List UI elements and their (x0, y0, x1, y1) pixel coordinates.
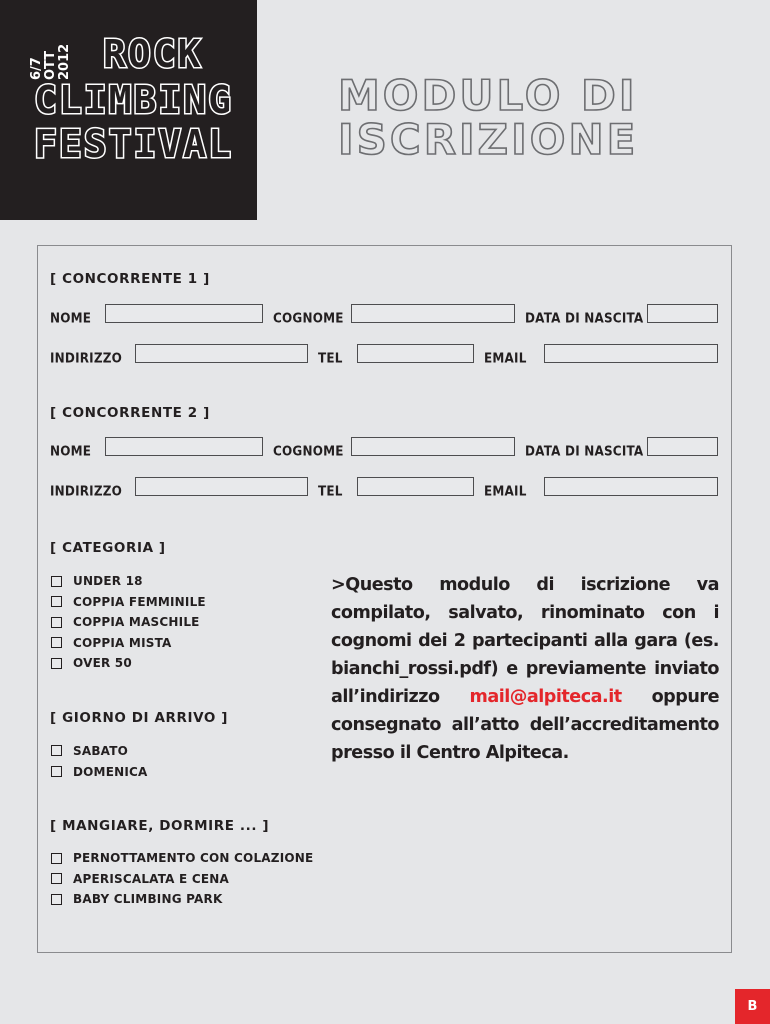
competitor-1-cognome-field[interactable] (351, 304, 515, 323)
competitor-2-tel-label: TEL (318, 483, 343, 499)
checkbox[interactable] (51, 658, 62, 669)
checkbox[interactable] (51, 617, 62, 628)
competitor-2-indirizzo-label: INDIRIZZO (50, 483, 123, 499)
categoria-option-label: OVER 50 (73, 656, 132, 671)
competitor-1-birthdate-field[interactable] (647, 304, 718, 323)
competitor-1-nome-field[interactable] (105, 304, 263, 323)
giorno-option-sabato[interactable] (51, 740, 148, 761)
checkbox[interactable] (51, 853, 62, 864)
categoria-option-over50[interactable] (51, 653, 206, 674)
competitor-2-nome-field[interactable] (105, 437, 263, 456)
instructions-text-start: >Questo modulo di iscrizione va compilato, salvato, rinominato con i cognomi dei 2 partecipanti alla gara (es. bianchi_rossi.pdf) e previamente inviato all’indirizzo (331, 575, 719, 707)
instructions-paragraph (331, 571, 719, 767)
checkbox[interactable] (51, 745, 62, 756)
competitor-1-tel-label: TEL (318, 350, 343, 366)
categoria-option-coppia-mista[interactable] (51, 633, 206, 654)
categoria-option-label: COPPIA MASCHILE (73, 615, 200, 630)
giorno-option-label: SABATO (73, 743, 129, 758)
categoria-option-label: COPPIA MISTA (73, 635, 172, 650)
contact-email-link[interactable]: mail@alpiteca.it (469, 687, 622, 707)
logo-date-month: OTT (43, 50, 58, 80)
competitor-1-email-field[interactable] (544, 344, 718, 363)
extra-options (51, 848, 313, 910)
giorno-option-label: DOMENICA (73, 764, 148, 779)
logo-word-climbing: CLIMBING (34, 78, 234, 122)
checkbox[interactable] (51, 637, 62, 648)
competitor-1-heading: [ CONCORRENTE 1 ] (50, 271, 210, 287)
extra-option-label: PERNOTTAMENTO CON COLAZIONE (73, 851, 314, 866)
logo-word-rock: ROCK (103, 32, 203, 76)
categoria-option-coppia-maschile[interactable] (51, 612, 206, 633)
checkbox[interactable] (51, 576, 62, 587)
competitor-2-email-label: EMAIL (484, 483, 527, 499)
categoria-heading: [ CATEGORIA ] (50, 540, 166, 556)
extra-option-aperiscalata[interactable] (51, 869, 313, 890)
page-title-line-2: ISCRIZIONE (338, 115, 639, 164)
giorno-options (51, 740, 148, 782)
competitor-2-indirizzo-field[interactable] (135, 477, 308, 496)
competitor-1-birthdate-label: DATA DI NASCITA (525, 310, 644, 326)
categoria-option-label: COPPIA FEMMINILE (73, 594, 206, 609)
competitor-1-tel-field[interactable] (357, 344, 474, 363)
categoria-option-coppia-femminile[interactable] (51, 592, 206, 613)
extra-option-pernottamento[interactable] (51, 848, 313, 869)
competitor-2-cognome-label: COGNOME (273, 443, 344, 459)
extra-heading: [ MANGIARE, DORMIRE ... ] (50, 818, 270, 834)
extra-option-baby-climbing[interactable] (51, 889, 313, 910)
page-badge: B (735, 989, 770, 1024)
logo-word-festival: FESTIVAL (34, 122, 234, 166)
logo-date-days: 6/7 (29, 57, 44, 80)
categoria-option-label: UNDER 18 (73, 574, 143, 589)
logo-dates (30, 40, 102, 78)
giorno-option-domenica[interactable] (51, 761, 148, 782)
categoria-option-under18[interactable] (51, 571, 206, 592)
categoria-options (51, 571, 206, 674)
instructions-text-end: oppure consegnato all’atto dell’accreditamento presso il Centro Alpiteca. (331, 687, 719, 763)
giorno-heading: [ GIORNO DI ARRIVO ] (50, 710, 229, 726)
competitor-2-nome-label: NOME (50, 443, 92, 459)
extra-option-label: BABY CLIMBING PARK (73, 892, 223, 907)
competitor-2-birthdate-label: DATA DI NASCITA (525, 443, 644, 459)
page-title-line-1: MODULO DI (338, 71, 638, 120)
festival-logo (0, 0, 257, 220)
competitor-2-cognome-field[interactable] (351, 437, 515, 456)
competitor-1-indirizzo-field[interactable] (135, 344, 308, 363)
logo-date-year: 2012 (57, 43, 72, 80)
checkbox[interactable] (51, 873, 62, 884)
competitor-1-indirizzo-label: INDIRIZZO (50, 350, 123, 366)
page-title (338, 71, 738, 164)
checkbox[interactable] (51, 894, 62, 905)
competitor-2-email-field[interactable] (544, 477, 718, 496)
competitor-1-cognome-label: COGNOME (273, 310, 344, 326)
competitor-1-nome-label: NOME (50, 310, 92, 326)
extra-option-label: APERISCALATA E CENA (73, 871, 229, 886)
competitor-1-email-label: EMAIL (484, 350, 527, 366)
competitor-2-birthdate-field[interactable] (647, 437, 718, 456)
checkbox[interactable] (51, 766, 62, 777)
checkbox[interactable] (51, 596, 62, 607)
competitor-2-tel-field[interactable] (357, 477, 474, 496)
competitor-2-heading: [ CONCORRENTE 2 ] (50, 405, 210, 421)
